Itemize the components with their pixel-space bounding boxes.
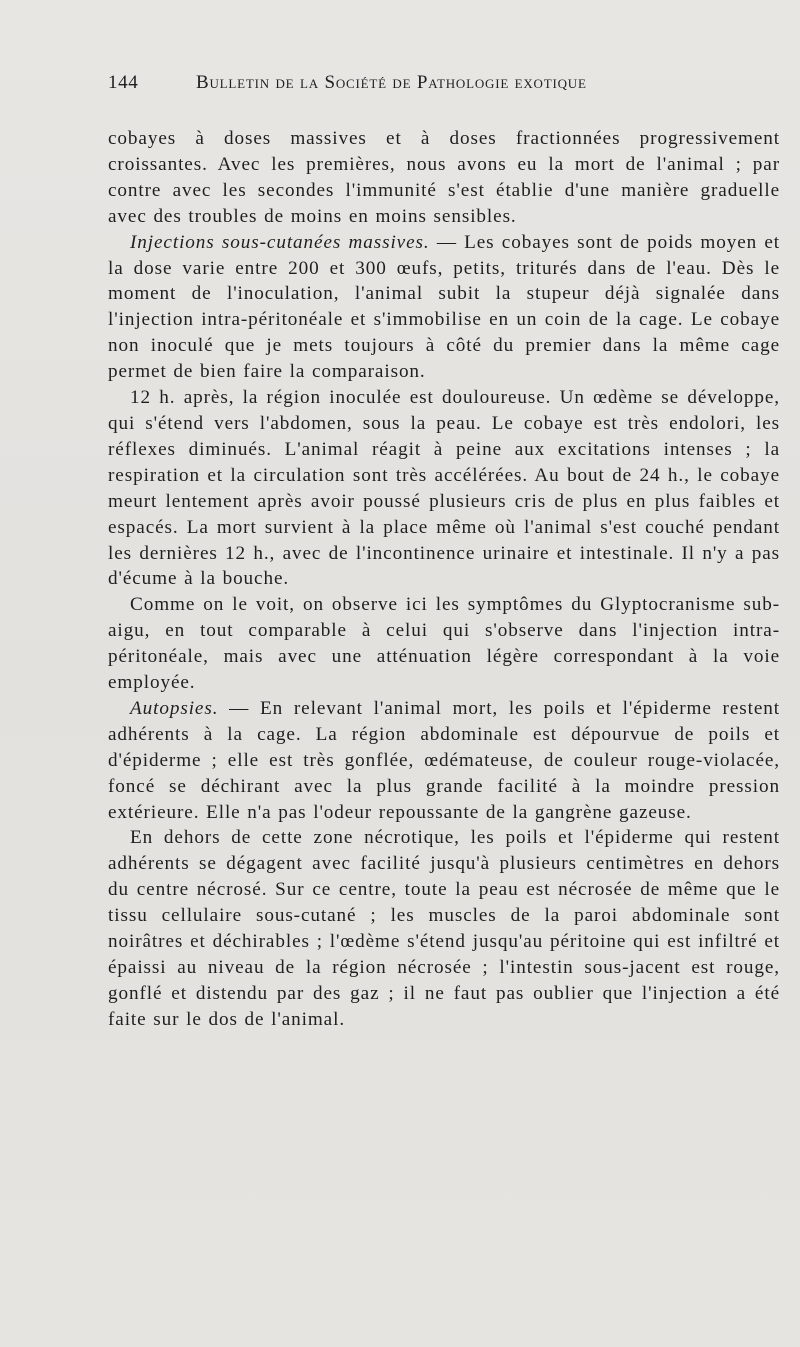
paragraph-1-text: cobayes à doses massives et à doses fractionnées progressivement croissantes. Avec les premières, nous avons eu la mort de l'animal ; par contre avec les secondes l'immunité s'est établie d'une manière graduelle avec des troubles de moins en moins sensibles. (108, 128, 780, 227)
paragraph-5 (108, 696, 780, 826)
paragraph-2-text: — Les cobayes sont de poids moyen et la dose varie entre 200 et 300 œufs, petits, triturés dans de l'eau. Dès le moment de l'inoculation, l'animal subit la stupeur déjà signalée dans l'injection intra-péritonéale et s'immobilise en un coin de la cage. Le cobaye non inoculé que je mets toujours à côté du premier dans la même cage permet de bien faire la comparaison. (108, 231, 781, 383)
section-heading-injections: Injections sous-cutanées massives. (130, 231, 430, 253)
paragraph-2 (108, 230, 780, 385)
paragraph-4 (108, 592, 780, 696)
running-head (108, 72, 656, 100)
paragraph-6-text: En dehors de cette zone nécrotique, les poils et l'épiderme qui restent adhérents se dégagent avec facilité jusqu'à plusieurs centimètres en dehors du centre nécrosé. Sur ce centre, toute la peau est nécrosée de même que le tissu cellulaire sous-cutané ; les muscles de la paroi abdominale sont noirâtres et déchirables ; l'œdème s'étend jusqu'au péritoine qui est infiltré et épaissi au niveau de la région nécrosée ; l'intestin sous-jacent est rouge, gonflé et distendu par des gaz ; il ne faut pas oublier que l'injection a été faite sur le dos de l'animal. (108, 827, 780, 1030)
journal-title: Bulletin de la Société de Pathologie exotique (196, 72, 587, 93)
paragraph-6 (108, 825, 780, 1032)
paragraph-3-text: 12 h. après, la région inoculée est douloureuse. Un œdème se développe, qui s'étend vers l'abdomen, sous la peau. Le cobaye est très endolori, les réflexes diminués. L'animal réagit à peine aux excitations intenses ; la respiration et la circulation sont très accélérées. Au bout de 24 h., le cobaye meurt lentement après avoir poussé plusieurs cris de plus en plus faibles et espacés. La mort survient à la place même où l'animal s'est couché pendant les dernières 12 h., avec de l'incontinence urinaire et intestinale. Il n'y a pas d'écume à la bouche. (108, 387, 780, 590)
paragraph-5-text: — En relevant l'animal mort, les poils et l'épiderme restent adhérents à la cage. La région abdominale est dépourvue de poils et d'épiderme ; elle est très gonflée, œdémateuse, de couleur rouge-violacée, foncé se déchirant avec la plus grande facilité à la moindre pression extérieure. Elle n'a pas l'odeur repoussante de la gangrène gazeuse. (108, 697, 780, 823)
page-number: 144 (108, 72, 139, 93)
paragraph-4-text: Comme on le voit, on observe ici les symptômes du Glyptocranisme sub-aigu, en tout comparable à celui qui s'observe dans l'injection intra-péritonéale, mais avec une atténuation légère correspondant à la voie employée. (108, 594, 780, 694)
section-heading-autopsies: Autopsies. (130, 697, 219, 719)
paragraph-1 (108, 126, 780, 230)
body-text (108, 126, 780, 1033)
paragraph-3 (108, 385, 780, 592)
